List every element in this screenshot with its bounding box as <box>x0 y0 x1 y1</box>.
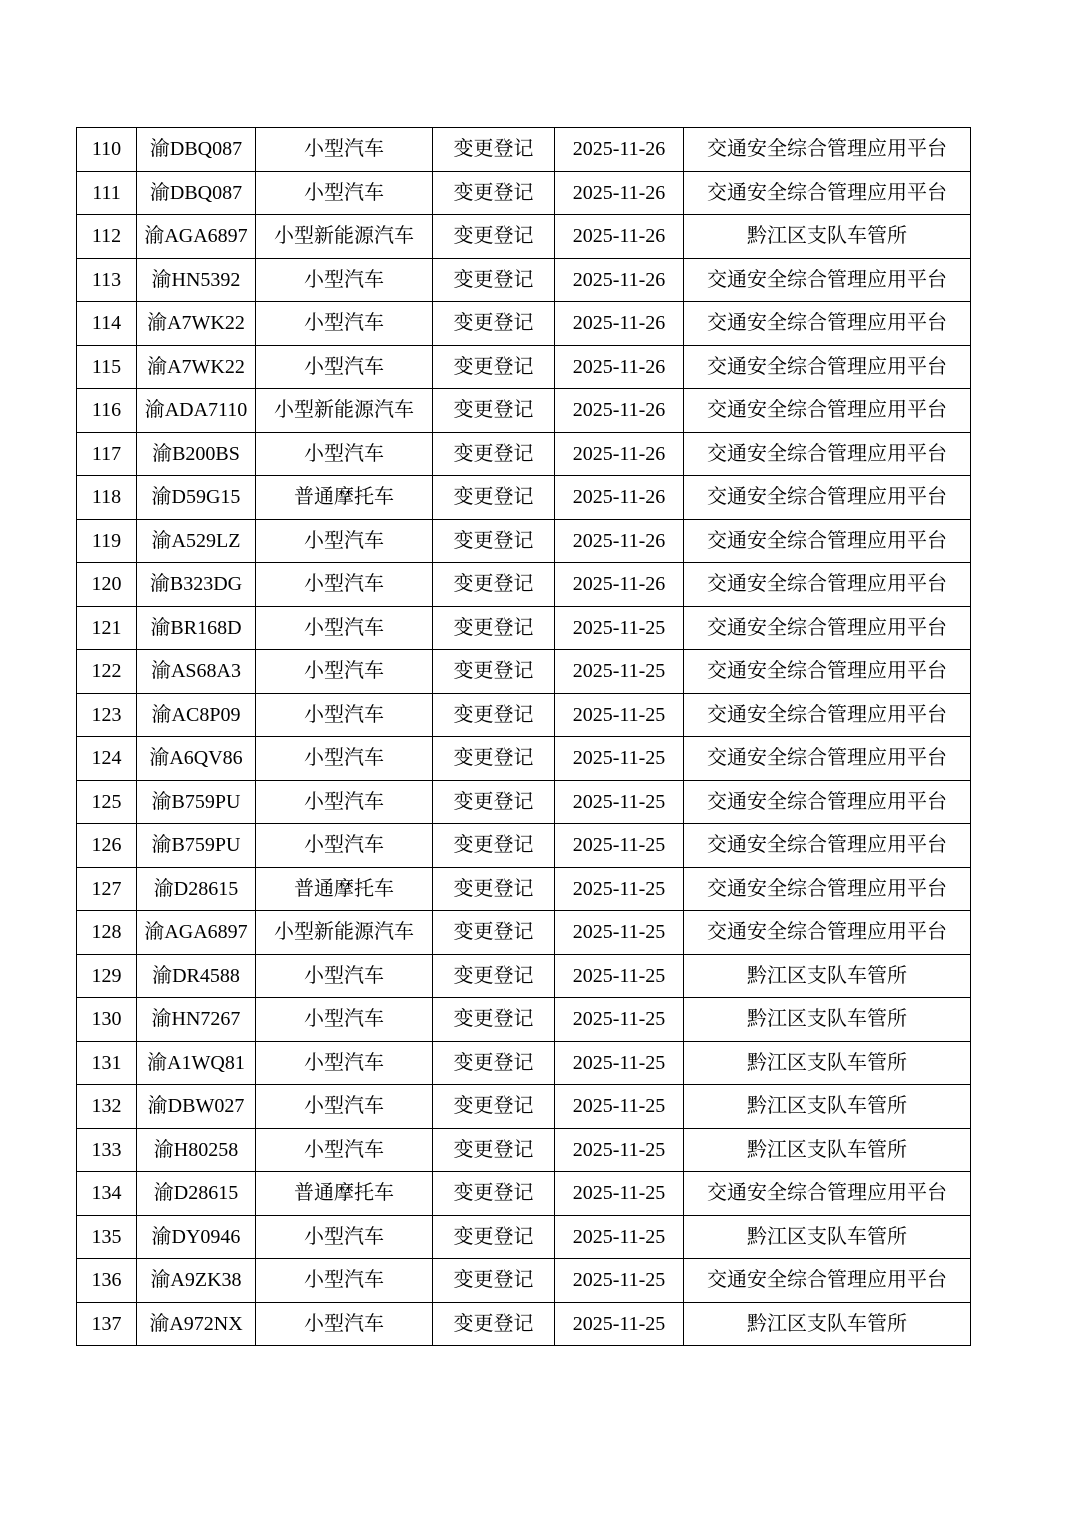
date-cell: 2025-11-25 <box>555 693 684 737</box>
row-number-cell: 125 <box>77 780 137 824</box>
table-row <box>77 1302 971 1346</box>
row-number-cell: 130 <box>77 998 137 1042</box>
date-cell: 2025-11-26 <box>555 302 684 346</box>
date-cell: 2025-11-25 <box>555 1041 684 1085</box>
office-cell: 交通安全综合管理应用平台 <box>684 171 971 215</box>
row-number-cell: 117 <box>77 432 137 476</box>
date-cell: 2025-11-26 <box>555 258 684 302</box>
plate-number-cell: 渝B759PU <box>137 780 256 824</box>
vehicle-type-cell: 小型汽车 <box>256 1259 433 1303</box>
row-number-cell: 119 <box>77 519 137 563</box>
office-cell: 交通安全综合管理应用平台 <box>684 128 971 172</box>
office-cell: 黔江区支队车管所 <box>684 1128 971 1172</box>
vehicle-type-cell: 小型汽车 <box>256 258 433 302</box>
table-row <box>77 867 971 911</box>
table-row <box>77 911 971 955</box>
plate-number-cell: 渝A972NX <box>137 1302 256 1346</box>
table-row <box>77 1172 971 1216</box>
vehicle-registration-table <box>76 127 971 1346</box>
table-row <box>77 1085 971 1129</box>
table-row <box>77 1215 971 1259</box>
plate-number-cell: 渝BR168D <box>137 606 256 650</box>
table-row <box>77 476 971 520</box>
vehicle-type-cell: 小型汽车 <box>256 302 433 346</box>
vehicle-type-cell: 小型汽车 <box>256 345 433 389</box>
row-number-cell: 118 <box>77 476 137 520</box>
business-type-cell: 变更登记 <box>433 215 555 259</box>
row-number-cell: 110 <box>77 128 137 172</box>
vehicle-type-cell: 小型汽车 <box>256 1085 433 1129</box>
business-type-cell: 变更登记 <box>433 302 555 346</box>
office-cell: 黔江区支队车管所 <box>684 1302 971 1346</box>
date-cell: 2025-11-26 <box>555 128 684 172</box>
vehicle-type-cell: 小型汽车 <box>256 998 433 1042</box>
table-row <box>77 606 971 650</box>
date-cell: 2025-11-26 <box>555 476 684 520</box>
office-cell: 交通安全综合管理应用平台 <box>684 389 971 433</box>
business-type-cell: 变更登记 <box>433 389 555 433</box>
row-number-cell: 116 <box>77 389 137 433</box>
row-number-cell: 112 <box>77 215 137 259</box>
date-cell: 2025-11-26 <box>555 215 684 259</box>
table-row <box>77 563 971 607</box>
table-row <box>77 824 971 868</box>
plate-number-cell: 渝DY0946 <box>137 1215 256 1259</box>
office-cell: 交通安全综合管理应用平台 <box>684 563 971 607</box>
date-cell: 2025-11-25 <box>555 998 684 1042</box>
vehicle-type-cell: 小型新能源汽车 <box>256 389 433 433</box>
vehicle-type-cell: 小型汽车 <box>256 737 433 781</box>
row-number-cell: 120 <box>77 563 137 607</box>
date-cell: 2025-11-25 <box>555 867 684 911</box>
table-row <box>77 215 971 259</box>
plate-number-cell: 渝HN5392 <box>137 258 256 302</box>
table-row <box>77 345 971 389</box>
vehicle-type-cell: 小型汽车 <box>256 171 433 215</box>
date-cell: 2025-11-26 <box>555 519 684 563</box>
date-cell: 2025-11-25 <box>555 824 684 868</box>
vehicle-type-cell: 小型汽车 <box>256 432 433 476</box>
date-cell: 2025-11-25 <box>555 606 684 650</box>
plate-number-cell: 渝A7WK22 <box>137 302 256 346</box>
business-type-cell: 变更登记 <box>433 824 555 868</box>
row-number-cell: 132 <box>77 1085 137 1129</box>
vehicle-type-cell: 小型汽车 <box>256 780 433 824</box>
office-cell: 交通安全综合管理应用平台 <box>684 345 971 389</box>
row-number-cell: 124 <box>77 737 137 781</box>
table-row <box>77 954 971 998</box>
table-row <box>77 650 971 694</box>
office-cell: 交通安全综合管理应用平台 <box>684 519 971 563</box>
row-number-cell: 128 <box>77 911 137 955</box>
row-number-cell: 113 <box>77 258 137 302</box>
table-row <box>77 432 971 476</box>
business-type-cell: 变更登记 <box>433 867 555 911</box>
business-type-cell: 变更登记 <box>433 954 555 998</box>
date-cell: 2025-11-26 <box>555 345 684 389</box>
date-cell: 2025-11-25 <box>555 1215 684 1259</box>
plate-number-cell: 渝DBQ087 <box>137 128 256 172</box>
office-cell: 交通安全综合管理应用平台 <box>684 606 971 650</box>
date-cell: 2025-11-25 <box>555 1302 684 1346</box>
date-cell: 2025-11-25 <box>555 1259 684 1303</box>
row-number-cell: 114 <box>77 302 137 346</box>
office-cell: 黔江区支队车管所 <box>684 215 971 259</box>
plate-number-cell: 渝DBQ087 <box>137 171 256 215</box>
row-number-cell: 115 <box>77 345 137 389</box>
table-row <box>77 780 971 824</box>
vehicle-type-cell: 普通摩托车 <box>256 476 433 520</box>
row-number-cell: 134 <box>77 1172 137 1216</box>
vehicle-type-cell: 小型汽车 <box>256 650 433 694</box>
office-cell: 黔江区支队车管所 <box>684 1085 971 1129</box>
office-cell: 交通安全综合管理应用平台 <box>684 476 971 520</box>
date-cell: 2025-11-25 <box>555 911 684 955</box>
plate-number-cell: 渝D28615 <box>137 867 256 911</box>
table-row <box>77 519 971 563</box>
table-row <box>77 998 971 1042</box>
vehicle-type-cell: 小型汽车 <box>256 563 433 607</box>
business-type-cell: 变更登记 <box>433 780 555 824</box>
date-cell: 2025-11-25 <box>555 954 684 998</box>
business-type-cell: 变更登记 <box>433 1172 555 1216</box>
date-cell: 2025-11-26 <box>555 563 684 607</box>
date-cell: 2025-11-25 <box>555 1085 684 1129</box>
date-cell: 2025-11-26 <box>555 389 684 433</box>
business-type-cell: 变更登记 <box>433 432 555 476</box>
date-cell: 2025-11-26 <box>555 171 684 215</box>
plate-number-cell: 渝H80258 <box>137 1128 256 1172</box>
business-type-cell: 变更登记 <box>433 128 555 172</box>
date-cell: 2025-11-25 <box>555 780 684 824</box>
vehicle-type-cell: 小型汽车 <box>256 1215 433 1259</box>
plate-number-cell: 渝A1WQ81 <box>137 1041 256 1085</box>
business-type-cell: 变更登记 <box>433 1215 555 1259</box>
vehicle-type-cell: 小型汽车 <box>256 1128 433 1172</box>
row-number-cell: 123 <box>77 693 137 737</box>
vehicle-type-cell: 普通摩托车 <box>256 867 433 911</box>
office-cell: 交通安全综合管理应用平台 <box>684 911 971 955</box>
vehicle-type-cell: 小型汽车 <box>256 1041 433 1085</box>
plate-number-cell: 渝B759PU <box>137 824 256 868</box>
plate-number-cell: 渝A7WK22 <box>137 345 256 389</box>
office-cell: 交通安全综合管理应用平台 <box>684 780 971 824</box>
table-row <box>77 693 971 737</box>
row-number-cell: 136 <box>77 1259 137 1303</box>
row-number-cell: 126 <box>77 824 137 868</box>
office-cell: 交通安全综合管理应用平台 <box>684 693 971 737</box>
table-row <box>77 1041 971 1085</box>
plate-number-cell: 渝B200BS <box>137 432 256 476</box>
vehicle-type-cell: 小型新能源汽车 <box>256 911 433 955</box>
plate-number-cell: 渝ADA7110 <box>137 389 256 433</box>
table-row <box>77 171 971 215</box>
plate-number-cell: 渝DBW027 <box>137 1085 256 1129</box>
table-row <box>77 737 971 781</box>
vehicle-type-cell: 小型汽车 <box>256 824 433 868</box>
row-number-cell: 135 <box>77 1215 137 1259</box>
office-cell: 交通安全综合管理应用平台 <box>684 258 971 302</box>
plate-number-cell: 渝HN7267 <box>137 998 256 1042</box>
vehicle-type-cell: 普通摩托车 <box>256 1172 433 1216</box>
business-type-cell: 变更登记 <box>433 1128 555 1172</box>
row-number-cell: 111 <box>77 171 137 215</box>
table-row <box>77 258 971 302</box>
office-cell: 交通安全综合管理应用平台 <box>684 650 971 694</box>
business-type-cell: 变更登记 <box>433 606 555 650</box>
row-number-cell: 131 <box>77 1041 137 1085</box>
table-row <box>77 1259 971 1303</box>
vehicle-type-cell: 小型汽车 <box>256 519 433 563</box>
date-cell: 2025-11-25 <box>555 1172 684 1216</box>
business-type-cell: 变更登记 <box>433 650 555 694</box>
business-type-cell: 变更登记 <box>433 1259 555 1303</box>
vehicle-type-cell: 小型汽车 <box>256 954 433 998</box>
office-cell: 黔江区支队车管所 <box>684 954 971 998</box>
business-type-cell: 变更登记 <box>433 737 555 781</box>
row-number-cell: 133 <box>77 1128 137 1172</box>
row-number-cell: 121 <box>77 606 137 650</box>
office-cell: 交通安全综合管理应用平台 <box>684 302 971 346</box>
business-type-cell: 变更登记 <box>433 519 555 563</box>
vehicle-type-cell: 小型汽车 <box>256 693 433 737</box>
vehicle-type-cell: 小型新能源汽车 <box>256 215 433 259</box>
office-cell: 交通安全综合管理应用平台 <box>684 824 971 868</box>
plate-number-cell: 渝AC8P09 <box>137 693 256 737</box>
vehicle-type-cell: 小型汽车 <box>256 128 433 172</box>
plate-number-cell: 渝A6QV86 <box>137 737 256 781</box>
plate-number-cell: 渝DR4588 <box>137 954 256 998</box>
row-number-cell: 137 <box>77 1302 137 1346</box>
business-type-cell: 变更登记 <box>433 1085 555 1129</box>
plate-number-cell: 渝D28615 <box>137 1172 256 1216</box>
office-cell: 交通安全综合管理应用平台 <box>684 737 971 781</box>
office-cell: 交通安全综合管理应用平台 <box>684 1259 971 1303</box>
vehicle-type-cell: 小型汽车 <box>256 1302 433 1346</box>
business-type-cell: 变更登记 <box>433 258 555 302</box>
date-cell: 2025-11-25 <box>555 737 684 781</box>
business-type-cell: 变更登记 <box>433 563 555 607</box>
row-number-cell: 129 <box>77 954 137 998</box>
business-type-cell: 变更登记 <box>433 693 555 737</box>
row-number-cell: 127 <box>77 867 137 911</box>
business-type-cell: 变更登记 <box>433 1302 555 1346</box>
business-type-cell: 变更登记 <box>433 345 555 389</box>
office-cell: 交通安全综合管理应用平台 <box>684 867 971 911</box>
date-cell: 2025-11-26 <box>555 432 684 476</box>
office-cell: 黔江区支队车管所 <box>684 1041 971 1085</box>
office-cell: 交通安全综合管理应用平台 <box>684 432 971 476</box>
office-cell: 交通安全综合管理应用平台 <box>684 1172 971 1216</box>
business-type-cell: 变更登记 <box>433 476 555 520</box>
office-cell: 黔江区支队车管所 <box>684 1215 971 1259</box>
business-type-cell: 变更登记 <box>433 1041 555 1085</box>
business-type-cell: 变更登记 <box>433 998 555 1042</box>
plate-number-cell: 渝D59G15 <box>137 476 256 520</box>
business-type-cell: 变更登记 <box>433 911 555 955</box>
date-cell: 2025-11-25 <box>555 1128 684 1172</box>
vehicle-type-cell: 小型汽车 <box>256 606 433 650</box>
table-row <box>77 302 971 346</box>
plate-number-cell: 渝A9ZK38 <box>137 1259 256 1303</box>
plate-number-cell: 渝A529LZ <box>137 519 256 563</box>
plate-number-cell: 渝AGA6897 <box>137 215 256 259</box>
plate-number-cell: 渝AGA6897 <box>137 911 256 955</box>
business-type-cell: 变更登记 <box>433 171 555 215</box>
table-row <box>77 128 971 172</box>
table-row <box>77 1128 971 1172</box>
plate-number-cell: 渝B323DG <box>137 563 256 607</box>
plate-number-cell: 渝AS68A3 <box>137 650 256 694</box>
office-cell: 黔江区支队车管所 <box>684 998 971 1042</box>
date-cell: 2025-11-25 <box>555 650 684 694</box>
table-body <box>77 128 971 1346</box>
table-row <box>77 389 971 433</box>
row-number-cell: 122 <box>77 650 137 694</box>
